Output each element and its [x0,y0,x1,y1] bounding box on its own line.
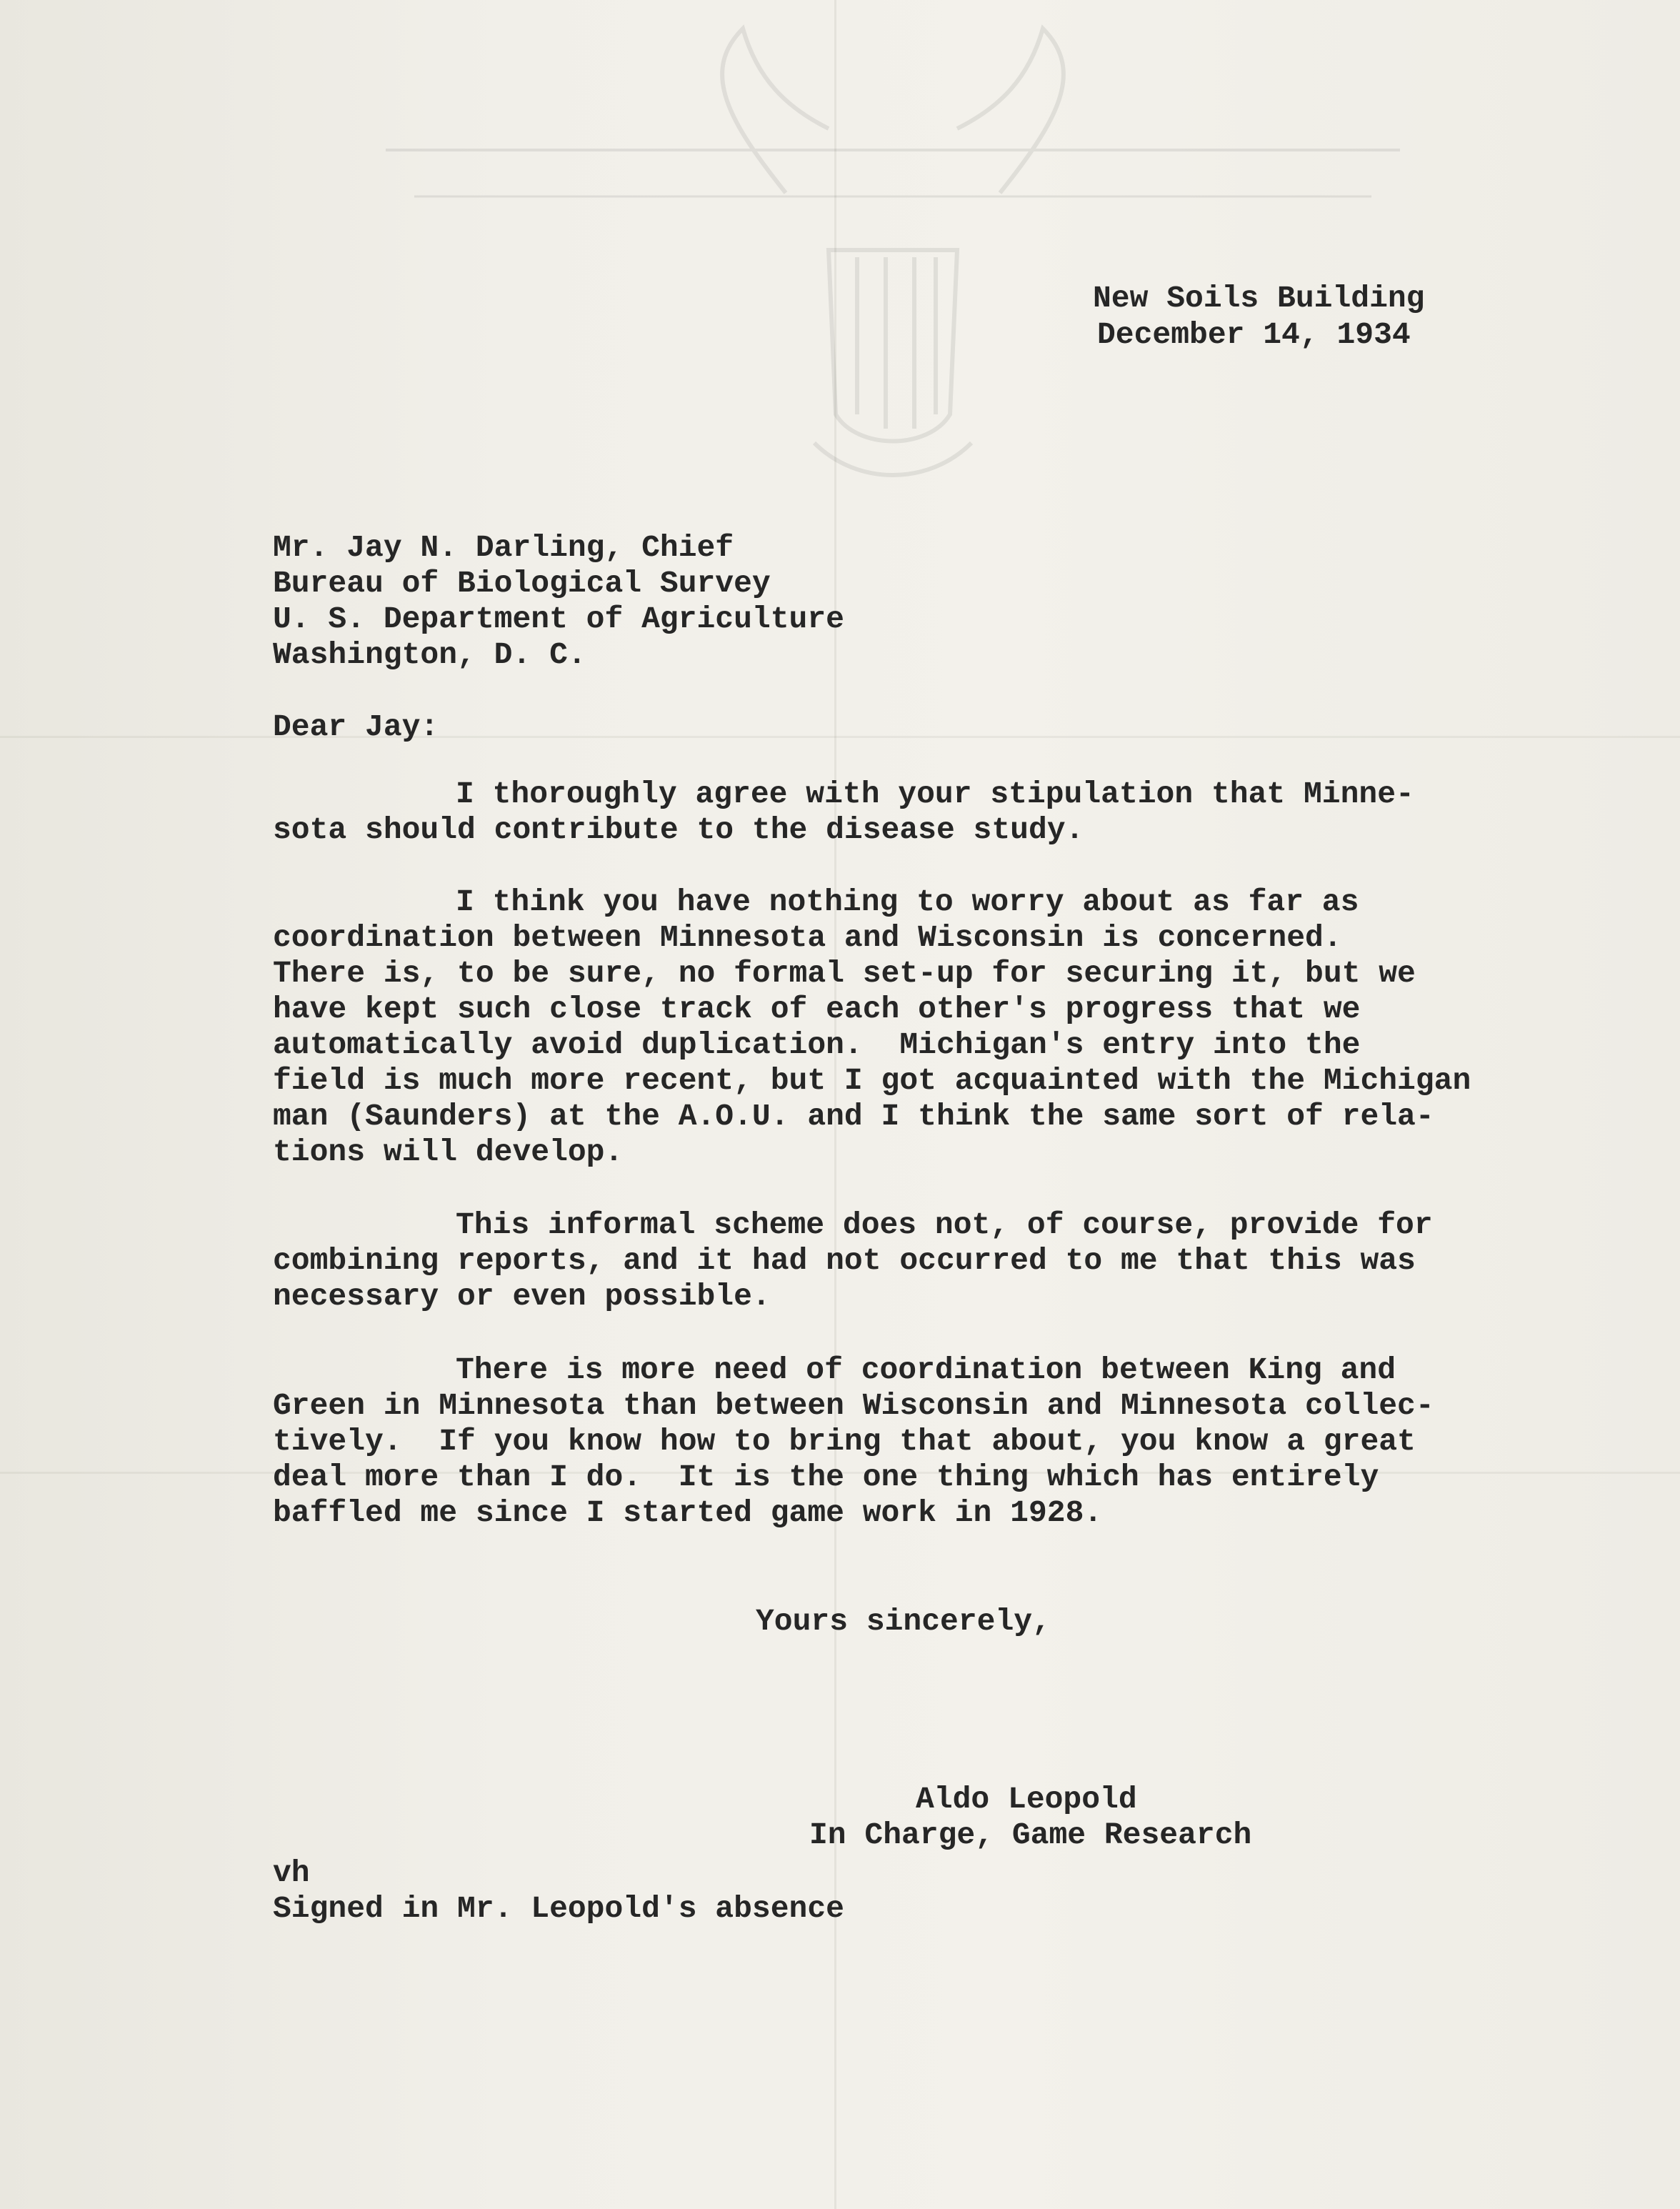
paragraph-line: I think you have nothing to worry about as far as [456,884,1359,919]
paragraph-line: deal more than I do. It is the one thing which has entirely [273,1460,1379,1495]
paragraph-line: automatically avoid duplication. Michigan's entry into the [273,1027,1361,1062]
signature-title: In Charge, Game Research [809,1817,1252,1853]
paragraph-line: sota should contribute to the disease study. [273,812,1084,847]
paragraph [273,1207,1451,1315]
signature-name: Aldo Leopold [916,1782,1137,1817]
letter-date: December 14, 1934 [1097,317,1411,352]
eagle-seal-watermark-icon [357,14,1429,514]
paragraph-line: have kept such close track of each other's progress that we [273,992,1361,1027]
paragraph-line: baffled me since I started game work in 1928. [273,1495,1103,1530]
paragraph-line: I thoroughly agree with your stipulation that Minne- [456,777,1414,812]
paragraph-line: coordination between Minnesota and Wisconsin is concerned. [273,920,1342,955]
paragraph-line: There is more need of coordination between King and [456,1352,1396,1387]
paragraph-line: man (Saunders) at the A.O.U. and I think the same sort of rela- [273,1099,1434,1134]
recipient-line: Bureau of Biological Survey [273,566,771,601]
paragraph-line: tively. If you know how to bring that about, you know a great [273,1424,1416,1459]
paper-fold-horizontal [0,736,1680,738]
recipient-line: U. S. Department of Agriculture [273,602,844,637]
recipient-line: Washington, D. C. [273,637,586,672]
paragraph-line: tions will develop. [273,1135,624,1170]
paragraph-line: combining reports, and it had not occurred to me that this was [273,1243,1416,1278]
paragraph [273,884,1471,1170]
paragraph-line: necessary or even possible. [273,1279,771,1314]
paragraph-line: There is, to be sure, no formal set-up for securing it, but we [273,956,1416,991]
sender-location: New Soils Building [1093,281,1425,316]
paragraph [273,777,1451,848]
paragraph-line: field is much more recent, but I got acquainted with the Michigan [273,1063,1471,1098]
paragraph [273,1352,1451,1531]
signature-note: Signed in Mr. Leopold's absence [273,1891,844,1926]
closing: Yours sincerely, [756,1604,1051,1639]
salutation: Dear Jay: [273,709,439,744]
typist-initials: vh [273,1855,310,1890]
paragraph-line: Green in Minnesota than between Wisconsin and Minnesota collec- [273,1388,1434,1423]
recipient-line: Mr. Jay N. Darling, Chief [273,530,734,565]
paragraph-line: This informal scheme does not, of course, provide for [456,1207,1433,1242]
